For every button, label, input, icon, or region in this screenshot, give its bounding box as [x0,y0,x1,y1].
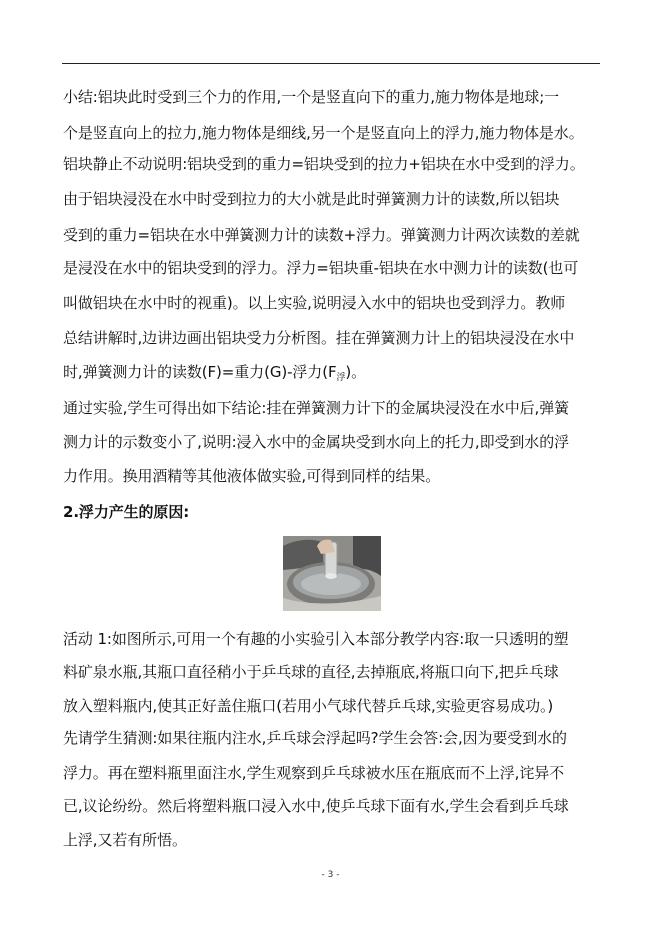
text-line: 测力计的示数变小了,说明:浸入水中的金属块受到水向上的托力,即受到水的浮 [63,433,569,451]
text-line: 受到的重力=铝块在水中弹簧测力计的读数+浮力。弹簧测力计两次读数的差就 [63,226,580,244]
text-line: 是浸没在水中的铝块受到的浮力。浮力=铝块重-铝块在水中测力计的读数(也可 [63,259,579,277]
text-line: 铝块静止不动说明:铝块受到的重力=铝块受到的拉力+铝块在水中受到的浮力。 [63,155,585,173]
text-line: 叫做铝块在水中时的视重)。以上实验,说明浸入水中的铝块也受到浮力。教师 [63,294,566,312]
text-line: 通过实验,学生可得出如下结论:挂在弹簧测力计下的金属块浸没在水中后,弹簧 [63,399,569,417]
experiment-photo [283,536,381,611]
text-line: 总结讲解时,边讲边画出铝块受力分析图。挂在弹簧测力计上的铝块浸没在水中 [63,329,575,347]
text-line: 浮力。再在塑料瓶里面注水,学生观察到乒乓球被水压在瓶底而不上浮,诧异不 [63,764,565,782]
formula-subscript: 浮 [336,373,346,383]
text-line: 个是竖直向上的拉力,施力物体是细线,另一个是竖直向上的浮力,施力物体是水。 [63,124,584,142]
text-line: 力作用。换用酒精等其他液体做实验,可得到同样的结果。 [63,467,441,485]
text-line: 料矿泉水瓶,其瓶口直径稍小于乒乓球的直径,去掉瓶底,将瓶口向下,把乒乓球 [63,663,559,681]
formula-text: 时,弹簧测力计的读数(F)=重力(G)-浮力(F [63,363,337,381]
formula-line [63,362,366,385]
text-line: 先请学生猜测:如果往瓶内注水,乒乓球会浮起吗?学生会答:会,因为要受到水的 [63,729,567,747]
page-number: - 3 - [321,870,340,880]
header-rule [62,63,600,64]
section-heading: 2.浮力产生的原因: [63,503,190,521]
text-line: 放入塑料瓶内,使其正好盖住瓶口(若用小气球代替乒乓球,实验更容易成功。) [63,697,554,715]
formula-close: )。 [345,363,367,381]
text-line: 活动 1:如图所示,可用一个有趣的小实验引入本部分教学内容:取一只透明的塑 [63,630,569,648]
text-line: 小结:铝块此时受到三个力的作用,一个是竖直向下的重力,施力物体是地球;一 [63,88,560,106]
text-line: 由于铝块浸没在水中时受到拉力的大小就是此时弹簧测力计的读数,所以铝块 [63,190,560,208]
text-line: 已,议论纷纷。然后将塑料瓶口浸入水中,使乒乓球下面有水,学生会看到乒乓球 [63,797,569,815]
experiment-photo-drawing [283,536,381,611]
text-line: 上浮,又若有所悟。 [63,831,187,849]
